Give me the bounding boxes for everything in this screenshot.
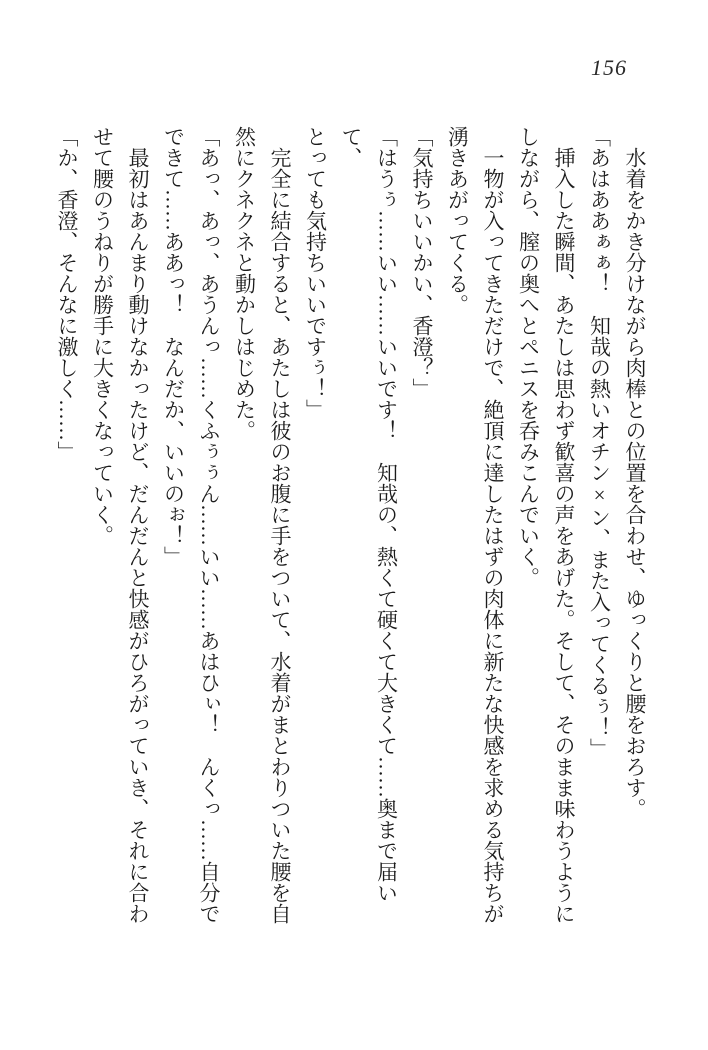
text-column: 「か、香澄、そんなに激しく……」 [55, 126, 79, 462]
text-column: 完全に結合すると、あたしは彼のお腹に手をついて、水着がまとわりついた腰を自 [268, 147, 292, 924]
text-column: 挿入した瞬間、あたしは思わず歓喜の声をあげた。そして、そのまま味わうように [552, 147, 576, 924]
text-column: 一物が入ってきただけで、絶頂に達したはずの肉体に新たな快感を求める気持ちが [481, 147, 505, 924]
text-column: とっても気持ちいいですぅ！」 [303, 126, 328, 420]
text-column: 「あっ、あっ、あうんっ……くふぅぅん……いい……あはひぃ！ んくっ……自分で [197, 126, 221, 924]
text-column: 然にクネクネと動かしはじめた。 [232, 126, 257, 441]
text-column: 湧きあがってくる。 [445, 126, 470, 315]
vertical-text-block [49, 126, 653, 930]
text-column: 最初はあんまり動けなかったけど、だんだんと快感がひろがっていき、それに合わ [126, 147, 150, 924]
text-column: 「あはああぁぁ！ 知哉の熱いオチン×ン、また入ってくるぅ！」 [587, 126, 612, 759]
text-column: せて腰のうねりが勝手に大きくなっていく。 [90, 126, 115, 546]
text-column: 「気持ちいいかい、香澄？」 [410, 126, 434, 399]
text-column: できて……ああっ！ なんだか、いいのぉ！」 [161, 126, 186, 567]
page-number: 156 [591, 55, 627, 80]
text-column: しながら、膣の奥へとペニスを呑みこんでいく。 [516, 126, 541, 588]
text-column: 水着をかき分けながら肉棒との位置を合わせ、ゆっくりと腰をおろす。 [623, 147, 647, 819]
text-column: 「はうぅ……いい……いいです！ 知哉の、熱くて硬くて大きくて……奥まで届いて、 [339, 126, 399, 903]
